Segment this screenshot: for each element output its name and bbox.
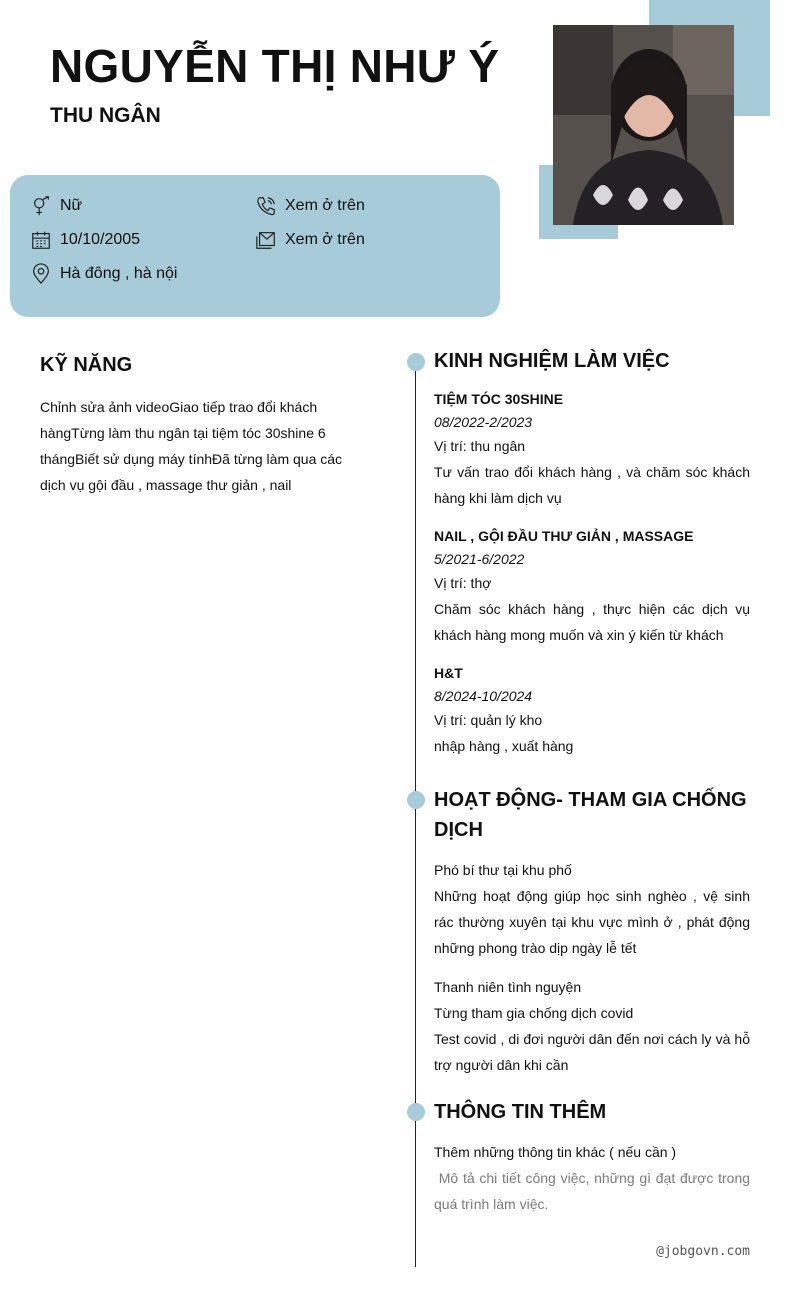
job-position: Vị trí: quản lý kho bbox=[434, 712, 543, 728]
profile-photo-illustration bbox=[553, 25, 734, 225]
activities-title: HOẠT ĐỘNG- THAM GIA CHỐNG DỊCH bbox=[434, 789, 747, 841]
candidate-name: NGUYỄN THỊ NHƯ Ý bbox=[50, 40, 500, 92]
job-entry bbox=[434, 524, 750, 648]
gender-icon bbox=[30, 195, 52, 217]
job-entry bbox=[434, 661, 750, 759]
timeline-dot-experience bbox=[407, 353, 425, 371]
extra-line: Thêm những thông tin khác ( nếu cần ) bbox=[434, 1144, 677, 1160]
skills-title: KỸ NĂNG bbox=[40, 354, 133, 376]
profile-photo bbox=[553, 25, 734, 225]
activity-entry bbox=[434, 974, 750, 1078]
job-description: Chăm sóc khách hàng , thực hiện các dịch vụ khách hàng mong muốn và xin ý kiến từ khách bbox=[434, 601, 750, 643]
job-date: 08/2022-2/2023 bbox=[434, 414, 533, 430]
job-description: Tư vấn trao đổi khách hàng , và chăm sóc khách hàng khi làm dịch vụ bbox=[434, 464, 750, 506]
job-description: nhập hàng , xuất hàng bbox=[434, 738, 574, 754]
job-company: H&T bbox=[434, 665, 463, 681]
job-date: 5/2021-6/2022 bbox=[434, 551, 525, 567]
contact-email bbox=[255, 229, 365, 251]
activities-section bbox=[434, 785, 750, 1078]
address-value: Hà đông , hà nội bbox=[60, 265, 178, 282]
extra-title: THÔNG TIN THÊM bbox=[434, 1101, 607, 1123]
job-role: THU NGÂN bbox=[50, 104, 161, 127]
job-company: NAIL , GỘI ĐẦU THƯ GIẢN , MASSAGE bbox=[434, 528, 694, 544]
experience-section bbox=[434, 346, 750, 759]
email-value: Xem ở trên bbox=[285, 231, 365, 248]
calendar-icon bbox=[30, 229, 52, 251]
job-position: Vị trí: thu ngân bbox=[434, 438, 526, 454]
activity-role: Thanh niên tình nguyện bbox=[434, 979, 582, 995]
phone-icon bbox=[255, 195, 277, 217]
contact-phone bbox=[255, 195, 365, 217]
extra-description: Mô tả chi tiết công việc, những gì đạt được trong quá trình làm việc. bbox=[434, 1170, 754, 1212]
contact-birthday bbox=[30, 229, 140, 251]
phone-value: Xem ở trên bbox=[285, 197, 365, 214]
extra-section bbox=[434, 1097, 754, 1217]
skills-section bbox=[40, 350, 360, 498]
contact-address bbox=[30, 263, 177, 285]
contact-panel bbox=[10, 175, 500, 317]
contact-gender bbox=[30, 195, 82, 217]
timeline-dot-activities bbox=[407, 791, 425, 809]
skills-text: Chỉnh sửa ảnh videoGiao tiếp trao đổi khách hàngTừng làm thu ngân tại tiệm tóc 30shine 6 thángBiết sử dụng máy tínhĐã từng làm qua các dịch vụ gội đầu , massage thư giản , nail bbox=[40, 399, 343, 493]
birthday-value: 10/10/2005 bbox=[60, 231, 141, 248]
job-company: TIỆM TÓC 30SHINE bbox=[434, 391, 564, 407]
footer-watermark: @jobgovn.com bbox=[656, 1244, 750, 1259]
experience-title: KINH NGHIỆM LÀM VIỆC bbox=[434, 350, 670, 372]
timeline-dot-extra bbox=[407, 1103, 425, 1121]
activity-description: Những hoạt động giúp học sinh nghèo , vệ sinh rác thường xuyên tại khu vực mình ở , phát động những phong trào dịp ngày lễ tết bbox=[434, 888, 750, 956]
activity-role: Phó bí thư tại khu phố bbox=[434, 862, 572, 878]
activity-detail: Từng tham gia chống dịch covid bbox=[434, 1005, 634, 1021]
job-position: Vị trí: thợ bbox=[434, 575, 492, 591]
gender-value: Nữ bbox=[60, 197, 83, 214]
job-entry bbox=[434, 387, 750, 511]
job-date: 8/2024-10/2024 bbox=[434, 688, 533, 704]
email-icon bbox=[255, 229, 277, 251]
location-icon bbox=[30, 263, 52, 285]
activity-description: Test covid , di đơi người dân đến nơi cách ly và hỗ trợ người dân khi cần bbox=[434, 1031, 750, 1073]
timeline-line bbox=[415, 360, 416, 1267]
activity-entry bbox=[434, 857, 750, 961]
